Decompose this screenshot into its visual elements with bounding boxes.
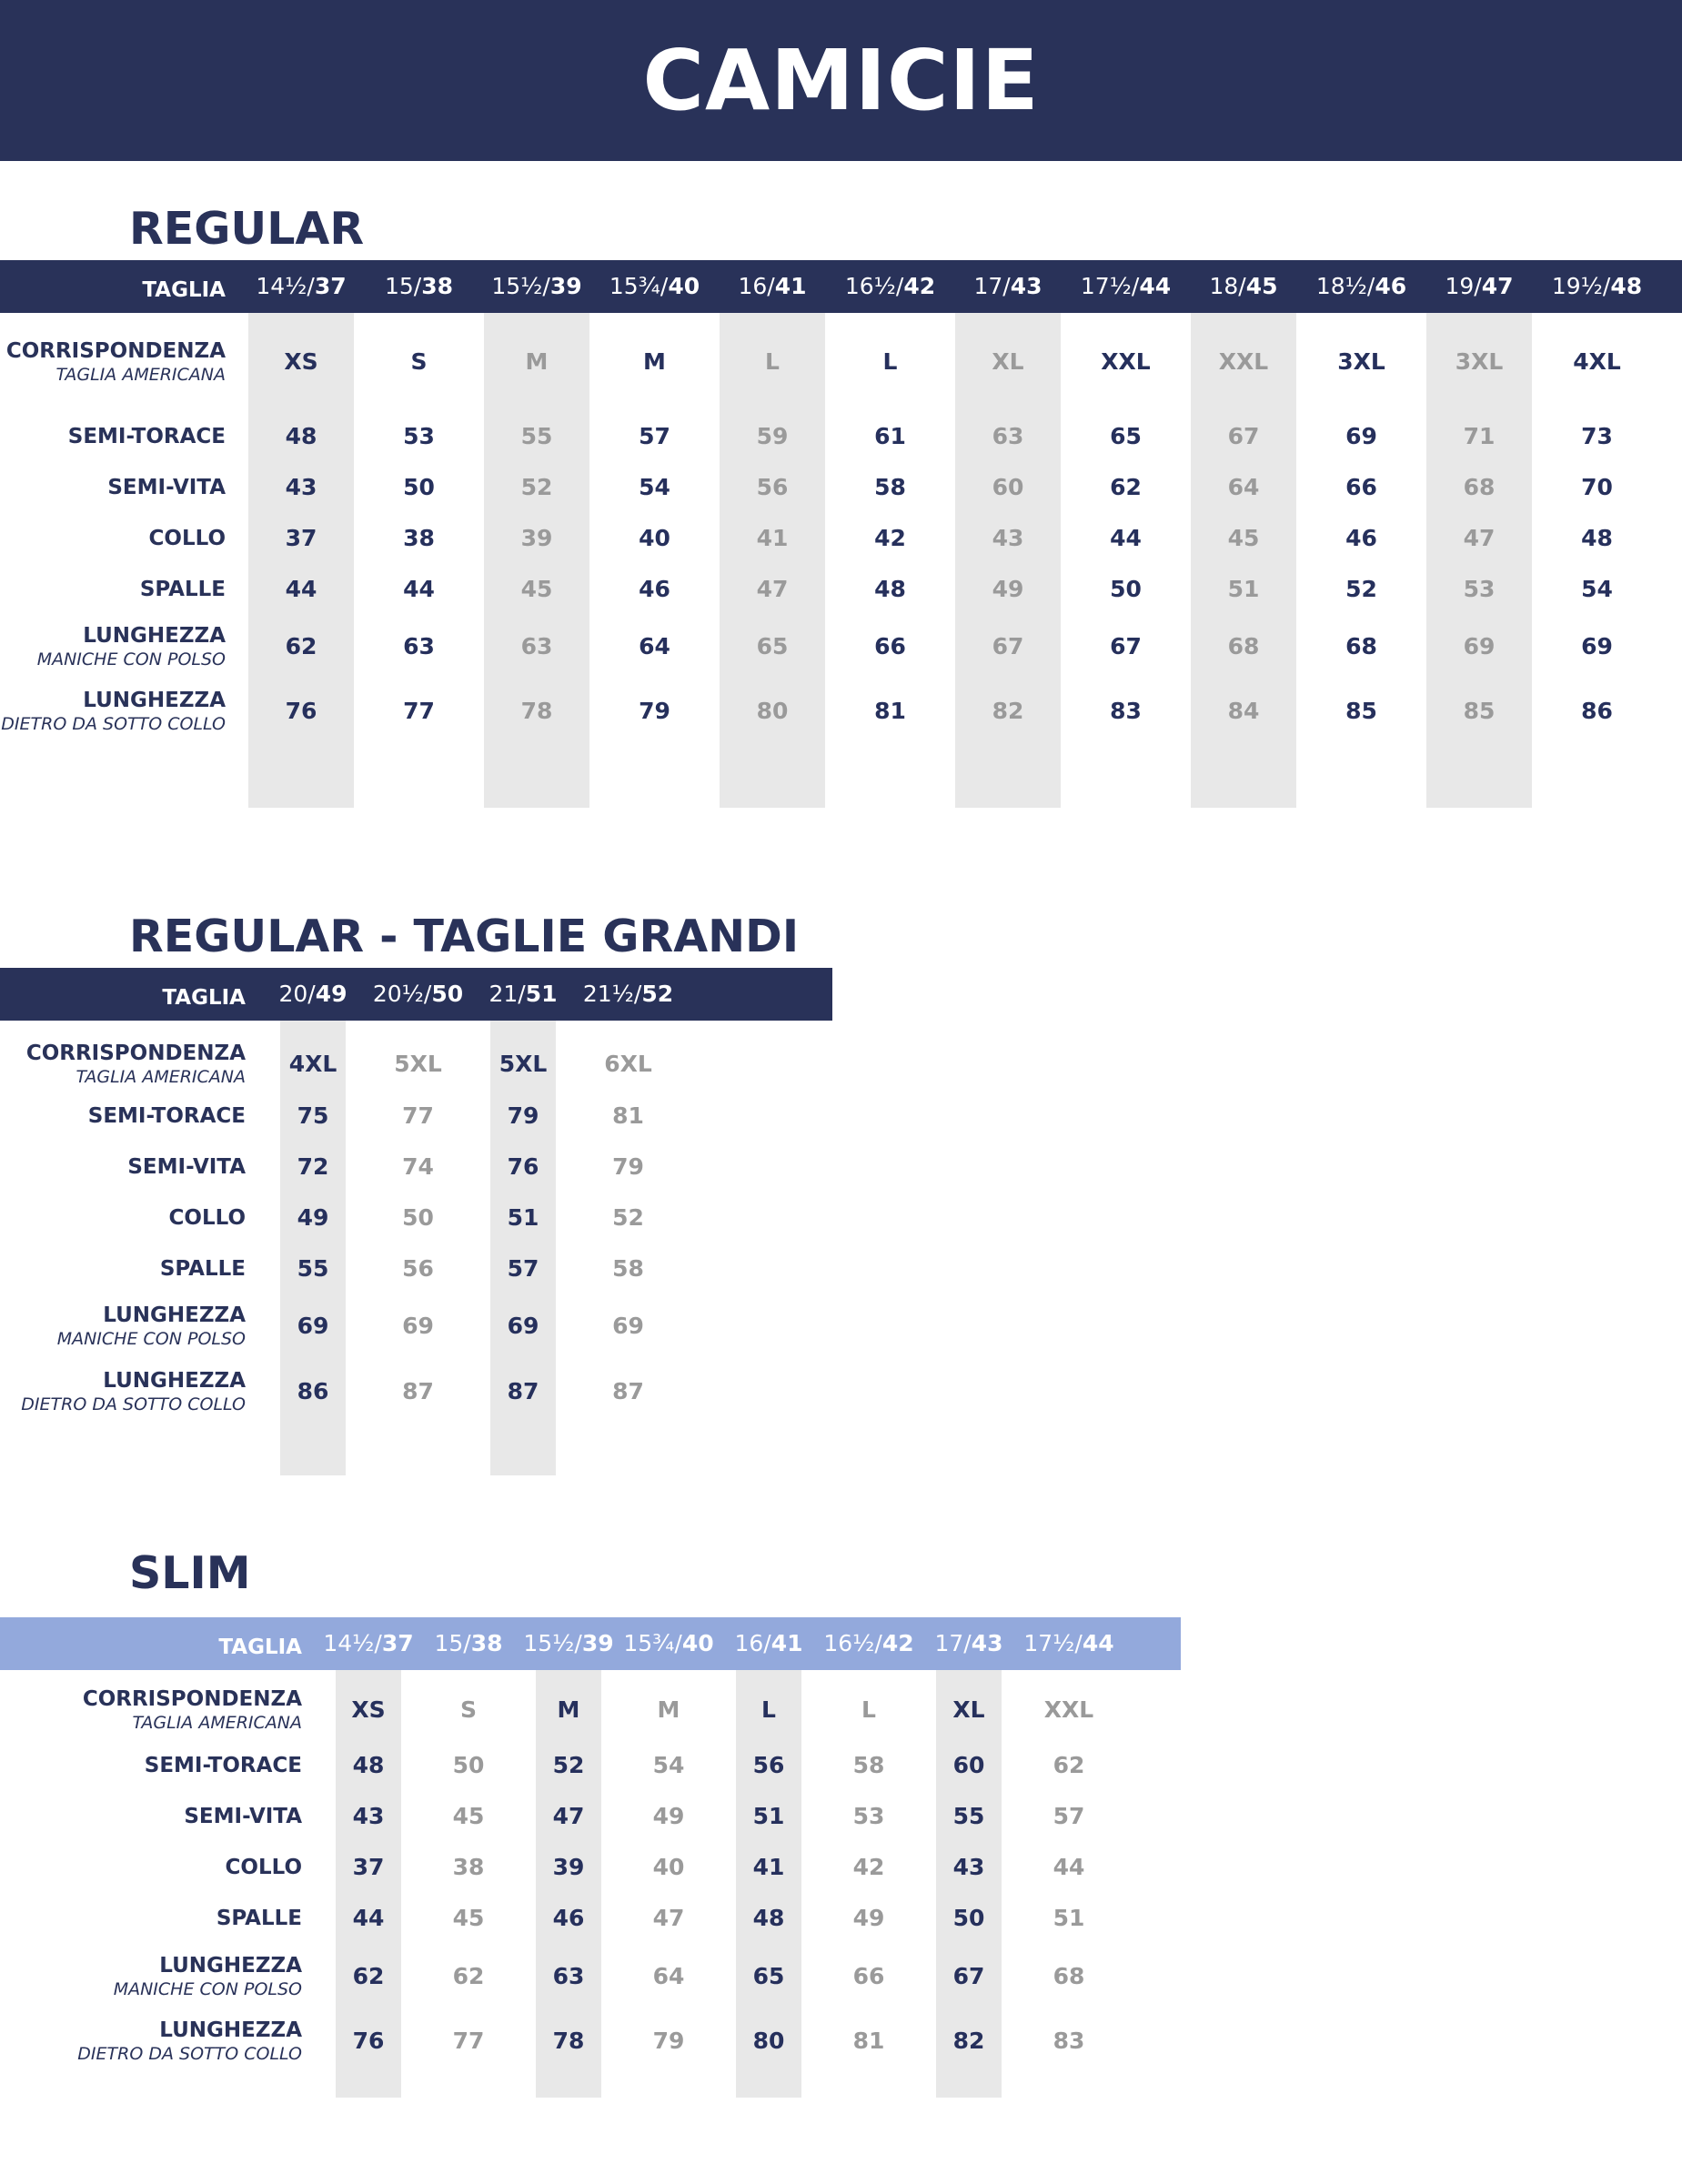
table-cell: 67	[1110, 633, 1142, 659]
page-title: CAMICIE	[642, 32, 1040, 129]
table-cell: 41	[752, 1854, 785, 1880]
table-cell: 57	[1053, 1803, 1085, 1829]
row-label-sub: MANICHE CON POLSO	[56, 1329, 246, 1349]
table-cell: S	[459, 1696, 477, 1723]
size-inches: 14½	[323, 1630, 375, 1656]
table-cell: 65	[756, 633, 789, 659]
table-cell: 44	[403, 576, 435, 602]
table-cell: 44	[1110, 525, 1142, 551]
row-label-main: CORRISPONDENZA	[25, 1042, 246, 1065]
size-header-cell: 17/43	[934, 1630, 1003, 1656]
row-label-sub: TAGLIA AMERICANA	[76, 1067, 246, 1087]
size-eu: 37	[381, 1630, 414, 1656]
table-cell: 39	[552, 1854, 585, 1880]
row-label	[0, 1953, 302, 2000]
table-cell: 55	[952, 1803, 985, 1829]
table-cell: 80	[756, 698, 789, 724]
table-cell: 77	[452, 2028, 485, 2054]
size-eu: 44	[1139, 273, 1172, 299]
table-cell: M	[557, 1696, 580, 1723]
table-cell: 43	[285, 474, 317, 500]
table-cell: 51	[507, 1204, 539, 1231]
table-cell: 52	[1345, 576, 1377, 602]
table-cell: 57	[639, 423, 670, 449]
table-cell: 55	[520, 423, 553, 449]
size-eu: 41	[770, 1630, 803, 1656]
row-label-main: SEMI-VITA	[107, 476, 226, 499]
size-eu: 39	[581, 1630, 614, 1656]
table-cell: 68	[1053, 1963, 1085, 1989]
table-cell: 85	[1463, 698, 1496, 724]
table-cell: 60	[952, 1752, 985, 1778]
size-eu: 38	[470, 1630, 503, 1656]
row-label-main: LUNGHEZZA	[159, 2018, 302, 2042]
table-cell: 51	[1053, 1905, 1085, 1931]
size-inches: 17½	[1023, 1630, 1075, 1656]
table-cell: 69	[1463, 633, 1496, 659]
table-cell: 66	[874, 633, 906, 659]
table-cell: L	[765, 348, 780, 375]
table-cell: 45	[452, 1803, 485, 1829]
table-cell: 50	[1110, 576, 1142, 602]
table-cell: 6XL	[604, 1051, 652, 1077]
table-cell: 78	[552, 2028, 585, 2054]
table-cell: 58	[852, 1752, 885, 1778]
header-label-taglia: TAGLIA	[218, 1635, 302, 1659]
row-label-sub: MANICHE CON POLSO	[113, 1979, 302, 1999]
table-cell: 49	[297, 1204, 329, 1231]
table-cell: 64	[652, 1963, 685, 1989]
row-label	[0, 1804, 302, 1829]
size-eu: 40	[668, 273, 700, 299]
table-cell: 45	[452, 1905, 485, 1931]
table-cell: 63	[552, 1963, 585, 1989]
row-label	[0, 1686, 302, 1734]
table-cell: 66	[1345, 474, 1377, 500]
table-cell: 44	[1053, 1854, 1085, 1880]
size-inches: 18	[1209, 273, 1239, 299]
table-cell: 50	[402, 1204, 434, 1231]
table-cell: 49	[852, 1905, 885, 1931]
size-inches: 21	[488, 981, 519, 1007]
table-cell: 56	[756, 474, 789, 500]
table-cell: 85	[1345, 698, 1377, 724]
table-cell: 47	[1463, 525, 1496, 551]
table-cell: 56	[402, 1255, 434, 1282]
table-cell: 74	[402, 1153, 434, 1180]
table-cell: 4XL	[1573, 348, 1621, 375]
table-cell: 73	[1581, 423, 1613, 449]
size-header-cell: 17/43	[973, 273, 1042, 299]
table-cell: 68	[1345, 633, 1377, 659]
size-header-cell: 21½/52	[582, 981, 674, 1007]
size-eu: 47	[1481, 273, 1514, 299]
table-cell: 61	[874, 423, 906, 449]
size-inches: 17	[973, 273, 1003, 299]
table-cell: 65	[752, 1963, 785, 1989]
table-cell: 63	[403, 633, 435, 659]
table-cell: 52	[552, 1752, 585, 1778]
table-cell: 40	[652, 1854, 685, 1880]
table-cell: 4XL	[288, 1051, 337, 1077]
size-inches: 16½	[844, 273, 896, 299]
row-label	[0, 2018, 302, 2065]
row-label	[0, 1855, 302, 1880]
table-cell: 69	[402, 1313, 434, 1339]
table-cell: M	[657, 1696, 680, 1723]
table-cell: XS	[351, 1696, 386, 1723]
size-inches: 17½	[1080, 273, 1132, 299]
table-cell: 48	[874, 576, 906, 602]
size-eu: 43	[1010, 273, 1042, 299]
table-cell: 54	[1581, 576, 1613, 602]
table-cell: 60	[992, 474, 1024, 500]
table-cell: 70	[1581, 474, 1613, 500]
size-header-cell: 18/45	[1209, 273, 1278, 299]
table-cell: 54	[639, 474, 670, 500]
table-cell: 42	[874, 525, 906, 551]
size-eu: 44	[1082, 1630, 1114, 1656]
row-label-sub: TAGLIA AMERICANA	[55, 365, 226, 385]
size-inches: 16½	[823, 1630, 875, 1656]
table-cell: 49	[652, 1803, 685, 1829]
row-label	[0, 1906, 302, 1931]
size-eu: 43	[971, 1630, 1003, 1656]
table-cell: 69	[507, 1313, 539, 1339]
row-label-sub: DIETRO DA SOTTO COLLO	[77, 2044, 302, 2064]
size-header-cell: 15½/39	[491, 273, 582, 299]
table-cell: 64	[1227, 474, 1260, 500]
size-eu: 41	[774, 273, 807, 299]
table-cell: 82	[952, 2028, 985, 2054]
table-cell: 3XL	[1337, 348, 1385, 375]
size-header-cell: 16½/42	[823, 1630, 914, 1656]
table-cell: XL	[992, 348, 1024, 375]
table-cell: 53	[403, 423, 435, 449]
table-cell: 69	[1581, 633, 1613, 659]
row-label-main: SEMI-VITA	[184, 1805, 302, 1828]
size-eu: 39	[549, 273, 582, 299]
table-cell: 48	[752, 1905, 785, 1931]
size-header-cell: 19½/48	[1551, 273, 1643, 299]
table-cell: 57	[507, 1255, 539, 1282]
table-cell: 76	[352, 2028, 385, 2054]
row-label-main: LUNGHEZZA	[103, 1303, 246, 1327]
table-cell: 72	[297, 1153, 329, 1180]
table-cell: 66	[852, 1963, 885, 1989]
row-label-main: SEMI-TORACE	[144, 1754, 302, 1777]
table-cell: 62	[452, 1963, 485, 1989]
size-header-cell: 20/49	[278, 981, 347, 1007]
table-cell: 75	[297, 1102, 329, 1129]
table-cell: 86	[1581, 698, 1613, 724]
size-inches: 20½	[372, 981, 424, 1007]
table-cell: 52	[520, 474, 553, 500]
section-title: SLIM	[129, 1547, 251, 1599]
table-cell: 83	[1110, 698, 1142, 724]
table-cell: L	[861, 1696, 876, 1723]
table-cell: 69	[1345, 423, 1377, 449]
size-eu: 52	[641, 981, 674, 1007]
table-cell: 77	[402, 1102, 434, 1129]
table-cell: 86	[297, 1378, 329, 1404]
table-cell: 87	[402, 1378, 434, 1404]
table-cell: 87	[507, 1378, 539, 1404]
header-label-taglia: TAGLIA	[162, 986, 246, 1010]
table-cell: 82	[992, 698, 1024, 724]
row-label-sub: DIETRO DA SOTTO COLLO	[1, 714, 226, 734]
size-inches: 15¾	[609, 273, 660, 299]
table-cell: 62	[352, 1963, 385, 1989]
table-cell: 65	[1110, 423, 1142, 449]
table-cell: 51	[752, 1803, 785, 1829]
size-inches: 20	[278, 981, 308, 1007]
table-cell: 5XL	[394, 1051, 442, 1077]
table-cell: XL	[952, 1696, 985, 1723]
table-cell: 79	[507, 1102, 539, 1129]
table-cell: 45	[1227, 525, 1260, 551]
row-label-sub: DIETRO DA SOTTO COLLO	[21, 1394, 246, 1414]
size-header-bar	[0, 1617, 1181, 1670]
table-cell: 42	[852, 1854, 885, 1880]
table-cell: 48	[1581, 525, 1613, 551]
table-cell: 41	[756, 525, 789, 551]
size-header-cell: 18½/46	[1315, 273, 1407, 299]
row-label-main: SPALLE	[216, 1907, 302, 1930]
table-cell: L	[882, 348, 898, 375]
table-cell: 79	[652, 2028, 685, 2054]
table-cell: 43	[352, 1803, 385, 1829]
table-cell: S	[410, 348, 428, 375]
table-cell: 58	[874, 474, 906, 500]
table-cell: 62	[1053, 1752, 1085, 1778]
size-header-cell: 15¾/40	[609, 273, 700, 299]
table-cell: 48	[352, 1752, 385, 1778]
table-cell: 68	[1463, 474, 1496, 500]
table-cell: 78	[520, 698, 553, 724]
table-cell: 58	[612, 1255, 644, 1282]
table-cell: 5XL	[499, 1051, 548, 1077]
row-label-main: CORRISPONDENZA	[5, 339, 226, 363]
row-label-main: SPALLE	[159, 1257, 246, 1281]
size-header-cell: 15¾/40	[623, 1630, 714, 1656]
table-cell: 47	[756, 576, 789, 602]
size-inches: 21½	[582, 981, 634, 1007]
table-cell: M	[525, 348, 549, 375]
row-label-main: LUNGHEZZA	[83, 624, 226, 648]
row-label-main: LUNGHEZZA	[103, 1369, 246, 1393]
row-label-main: SEMI-TORACE	[67, 425, 226, 448]
table-cell: 39	[520, 525, 553, 551]
table-cell: 46	[639, 576, 670, 602]
size-header-cell: 17½/44	[1080, 273, 1172, 299]
table-cell: 46	[552, 1905, 585, 1931]
table-cell: 3XL	[1455, 348, 1504, 375]
table-cell: 77	[403, 698, 435, 724]
table-cell: 80	[752, 2028, 785, 2054]
table-cell: 81	[612, 1102, 644, 1129]
size-header-cell: 15½/39	[523, 1630, 614, 1656]
size-eu: 51	[525, 981, 558, 1007]
table-cell: 87	[612, 1378, 644, 1404]
size-eu: 38	[421, 273, 454, 299]
size-header-cell: 15/38	[434, 1630, 503, 1656]
table-cell: 64	[639, 633, 670, 659]
size-eu: 46	[1375, 273, 1407, 299]
section-title: REGULAR	[129, 203, 365, 255]
table-cell: XS	[284, 348, 318, 375]
size-header-cell: 16/41	[734, 1630, 803, 1656]
table-cell: 38	[452, 1854, 485, 1880]
row-label-main: LUNGHEZZA	[83, 689, 226, 712]
table-cell: M	[643, 348, 666, 375]
table-cell: 56	[752, 1752, 785, 1778]
table-cell: XXL	[1218, 348, 1269, 375]
size-eu: 42	[903, 273, 936, 299]
table-cell: 50	[952, 1905, 985, 1931]
size-inches: 19½	[1551, 273, 1603, 299]
size-eu: 40	[681, 1630, 714, 1656]
size-header-cell: 17½/44	[1023, 1630, 1114, 1656]
table-cell: 47	[652, 1905, 685, 1931]
row-label-main: COLLO	[225, 1856, 302, 1879]
table-cell: 43	[952, 1854, 985, 1880]
section-title: REGULAR - TAGLIE GRANDI	[129, 911, 800, 962]
table-cell: 63	[520, 633, 553, 659]
table-cell: 38	[403, 525, 435, 551]
size-header-cell: 16½/42	[844, 273, 936, 299]
size-inches: 15½	[523, 1630, 575, 1656]
row-label-main: SEMI-TORACE	[87, 1104, 246, 1128]
table-cell: 44	[285, 576, 317, 602]
table-cell: 53	[1463, 576, 1496, 602]
row-label-main: LUNGHEZZA	[159, 1954, 302, 1978]
table-cell: 43	[992, 525, 1024, 551]
size-inches: 19	[1445, 273, 1475, 299]
table-cell: 50	[452, 1752, 485, 1778]
table-cell: XXL	[1043, 1696, 1094, 1723]
table-cell: 62	[1110, 474, 1142, 500]
table-cell: 81	[874, 698, 906, 724]
row-label	[0, 1753, 302, 1778]
size-eu: 42	[881, 1630, 914, 1656]
table-cell: 79	[639, 698, 670, 724]
table-cell: 54	[652, 1752, 685, 1778]
size-header-cell: 19/47	[1445, 273, 1514, 299]
table-cell: 40	[639, 525, 670, 551]
size-eu: 50	[431, 981, 464, 1007]
table-cell: 84	[1227, 698, 1260, 724]
row-label-main: COLLO	[168, 1206, 246, 1230]
table-cell: 37	[285, 525, 317, 551]
size-inches: 16	[738, 273, 768, 299]
row-label-sub: TAGLIA AMERICANA	[132, 1713, 302, 1733]
table-cell: 51	[1227, 576, 1260, 602]
table-cell: 71	[1463, 423, 1496, 449]
row-label-main: COLLO	[148, 527, 226, 550]
table-cell: 83	[1053, 2028, 1085, 2054]
table-cell: 50	[403, 474, 435, 500]
table-cell: 79	[612, 1153, 644, 1180]
row-label-main: SPALLE	[139, 578, 226, 601]
table-cell: 53	[852, 1803, 885, 1829]
size-inches: 15¾	[623, 1630, 675, 1656]
row-label-main: SEMI-VITA	[127, 1155, 246, 1179]
size-header-cell: 14½/37	[256, 273, 347, 299]
table-cell: 81	[852, 2028, 885, 2054]
table-cell: 69	[612, 1313, 644, 1339]
size-header-cell: 15/38	[384, 273, 454, 299]
table-cell: 67	[1227, 423, 1260, 449]
size-header-cell: 16/41	[738, 273, 807, 299]
table-cell: 47	[552, 1803, 585, 1829]
size-inches: 14½	[256, 273, 307, 299]
row-label-main: CORRISPONDENZA	[82, 1687, 302, 1711]
size-header-cell: 20½/50	[372, 981, 464, 1007]
table-cell: L	[761, 1696, 776, 1723]
table-cell: 76	[285, 698, 317, 724]
size-eu: 45	[1245, 273, 1278, 299]
table-cell: 63	[992, 423, 1024, 449]
size-inches: 15	[384, 273, 414, 299]
size-inches: 18½	[1315, 273, 1367, 299]
size-inches: 15	[434, 1630, 464, 1656]
table-cell: 62	[285, 633, 317, 659]
table-cell: 59	[756, 423, 789, 449]
table-cell: 44	[352, 1905, 385, 1931]
header-label-taglia: TAGLIA	[142, 278, 226, 302]
table-cell: XXL	[1101, 348, 1151, 375]
size-eu: 48	[1610, 273, 1643, 299]
table-cell: 67	[992, 633, 1024, 659]
table-cell: 68	[1227, 633, 1260, 659]
size-inches: 16	[734, 1630, 764, 1656]
size-header-cell: 14½/37	[323, 1630, 414, 1656]
table-cell: 45	[520, 576, 553, 602]
size-header-cell: 21/51	[488, 981, 558, 1007]
table-cell: 37	[352, 1854, 385, 1880]
size-inches: 17	[934, 1630, 964, 1656]
size-inches: 15½	[491, 273, 543, 299]
row-label-sub: MANICHE CON POLSO	[36, 649, 226, 669]
table-cell: 76	[507, 1153, 539, 1180]
table-cell: 46	[1345, 525, 1377, 551]
table-cell: 52	[612, 1204, 644, 1231]
table-cell: 67	[952, 1963, 985, 1989]
size-eu: 37	[314, 273, 347, 299]
size-eu: 49	[315, 981, 347, 1007]
table-cell: 69	[297, 1313, 329, 1339]
table-cell: 48	[285, 423, 317, 449]
table-cell: 55	[297, 1255, 329, 1282]
table-cell: 49	[992, 576, 1024, 602]
